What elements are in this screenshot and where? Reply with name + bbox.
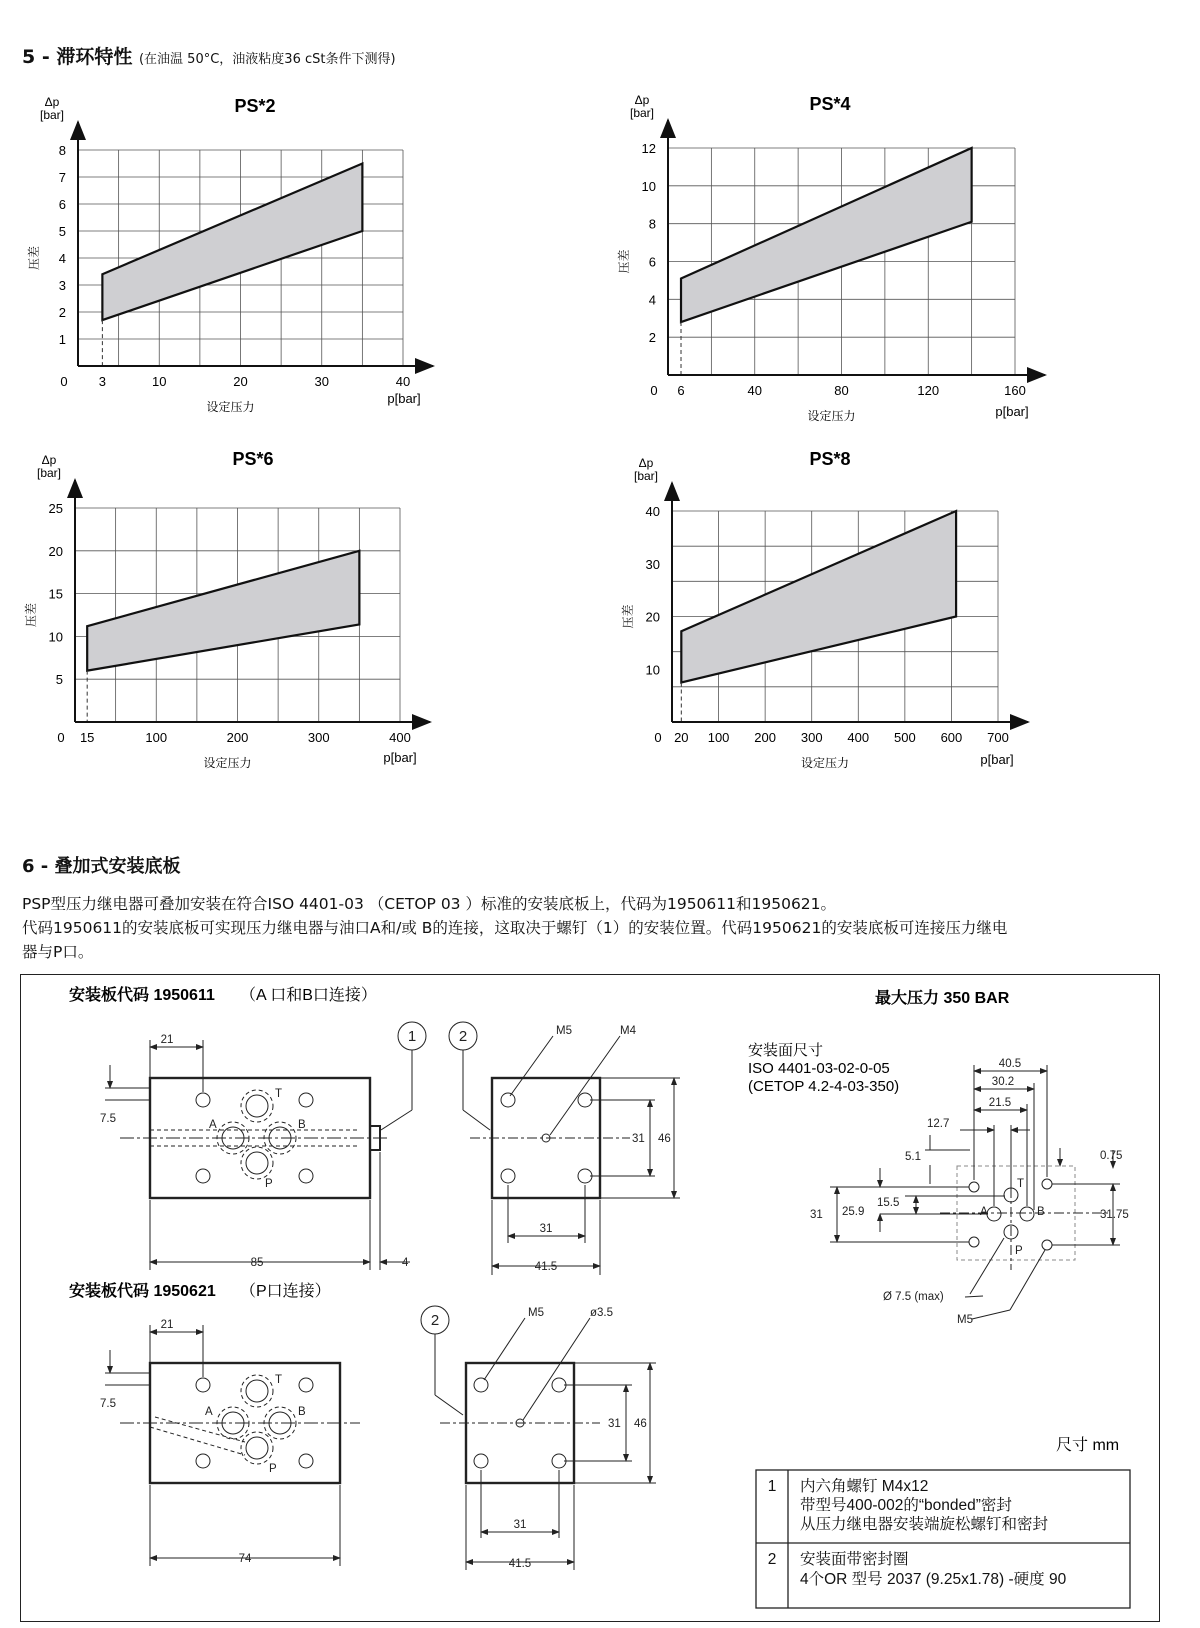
port-P-2: P <box>269 1463 277 1475</box>
plate2-desc: （P口连接） <box>240 1283 331 1300</box>
label-phi75: Ø 7.5 (max) <box>883 1291 944 1303</box>
x-tick-label: 3 <box>98 374 106 389</box>
y-axis-label: 压差 <box>617 249 631 274</box>
x-tick-label: 0 <box>650 383 658 398</box>
dim-12-7: 12.7 <box>927 1118 950 1130</box>
x-tick-label: 700 <box>987 730 1009 745</box>
dim-41-5-b: 41.5 <box>508 1558 532 1570</box>
y-tick-label: 4 <box>58 251 66 266</box>
x-tick-label: 400 <box>847 730 870 745</box>
x-tick-label: 120 <box>917 383 940 398</box>
y-tick-label: 10 <box>48 629 63 645</box>
iface-label-1: 安装面尺寸 <box>748 1042 824 1059</box>
x-tick-label: 0 <box>654 730 662 745</box>
dim-7-5-b: 7.5 <box>100 1398 116 1410</box>
x-axis-label: 设定压力 <box>203 756 252 770</box>
x-tick-label: 40 <box>747 383 762 398</box>
y-tick-label: 8 <box>58 143 66 158</box>
y-tick-label: 2 <box>648 330 656 346</box>
y-tick-label: 2 <box>58 305 66 320</box>
y-tick-label: 4 <box>648 292 656 308</box>
port-T-2: T <box>275 1374 283 1386</box>
legend-1-line1: 内六角螺钉 M4x12 <box>800 1478 929 1495</box>
x-axis-unit: p[bar] <box>383 750 417 765</box>
chart-2 <box>616 93 1045 423</box>
legend-1-line3: 从压力继电器安装端旋松螺钉和密封 <box>800 1516 1049 1533</box>
x-axis-unit: p[bar] <box>387 391 421 406</box>
section-6-para3: 器与P口。 <box>22 943 94 961</box>
x-tick-label: 600 <box>940 730 963 745</box>
y-tick-label: 6 <box>648 254 656 270</box>
section-6-para1: PSP型压力继电器可叠加安装在符合ISO 4401-03 （CETOP 03 ）标准的安装底板上，代码为1950611和1950621。 <box>22 895 837 913</box>
port-P-1: P <box>265 1178 273 1190</box>
x-tick-label: 15 <box>79 730 95 745</box>
y-tick-label: 20 <box>645 609 660 625</box>
legend-2-line2: 4个OR 型号 2037 (9.25x1.78) -硬度 90 <box>800 1571 1067 1588</box>
y-axis-symbol: Δp <box>634 93 650 107</box>
x-tick-label: 160 <box>1004 383 1026 398</box>
dim-46-a: 46 <box>658 1133 671 1145</box>
x-tick-label: 30 <box>314 374 329 389</box>
chart-1 <box>26 95 433 414</box>
iface-label-2: ISO 4401-03-02-0-05 <box>748 1060 890 1077</box>
legend-2-line1: 安装面带密封圈 <box>800 1551 909 1568</box>
x-tick-label: 6 <box>677 383 685 398</box>
y-tick-label: 10 <box>641 178 656 194</box>
dim-31-iface: 31 <box>810 1209 823 1221</box>
port-A-1: A <box>209 1119 217 1131</box>
section-6-para2: 代码1950611的安装底板可实现压力继电器与油口A和/或 B的连接，这取决于螺钉（1）的安装位置。代码1950621的安装底板可连接压力继电 <box>22 919 1008 937</box>
y-axis-unit: [bar] <box>36 466 62 480</box>
callout-2-a: 2 <box>458 1028 468 1045</box>
hysteresis-band <box>681 511 956 682</box>
dim-41-5-a: 41.5 <box>534 1261 558 1273</box>
section-6-title: 6 - 叠加式安装底板 <box>22 856 181 877</box>
label-m5-iface: M5 <box>957 1314 973 1326</box>
y-tick-label: 10 <box>645 662 660 678</box>
callout-1: 1 <box>407 1028 417 1045</box>
port-A-3: A <box>980 1206 988 1218</box>
y-tick-label: 7 <box>58 170 66 185</box>
plate1-code: 安装板代码 1950611 <box>69 987 215 1004</box>
dim-30-2: 30.2 <box>991 1076 1015 1088</box>
dim-21-b: 21 <box>160 1319 174 1331</box>
dim-31-v-a: 31 <box>632 1133 645 1145</box>
x-tick-label: 300 <box>307 730 330 745</box>
chart-title: PS*2 <box>234 96 276 116</box>
x-axis-unit: p[bar] <box>995 404 1029 419</box>
y-tick-label: 5 <box>55 672 63 688</box>
label-m5-b: M5 <box>528 1307 544 1319</box>
y-axis-symbol: Δp <box>638 456 654 470</box>
dim-31-a: 31 <box>539 1223 553 1235</box>
x-axis-label: 设定压力 <box>206 400 255 414</box>
x-tick-label: 200 <box>754 730 776 745</box>
port-B-3: B <box>1037 1206 1045 1218</box>
dim-85: 85 <box>250 1257 264 1269</box>
y-tick-label: 20 <box>48 543 63 559</box>
x-tick-label: 20 <box>233 374 248 389</box>
plate1-desc: （A 口和B口连接） <box>240 987 377 1004</box>
y-tick-label: 5 <box>58 224 66 239</box>
y-tick-label: 1 <box>58 332 66 347</box>
port-B-1: B <box>298 1119 306 1131</box>
y-tick-label: 40 <box>645 504 660 519</box>
legend-1-line2: 带型号400-002的“bonded”密封 <box>800 1497 1012 1514</box>
dim-31-v-b: 31 <box>608 1418 621 1430</box>
y-tick-label: 8 <box>648 216 656 232</box>
mounting-plate-drawing <box>0 970 1200 1628</box>
chart-title: PS*8 <box>809 449 851 469</box>
dim-31-75: 31.75 <box>1100 1209 1129 1221</box>
y-axis-unit: [bar] <box>633 469 659 483</box>
port-A-2: A <box>205 1406 213 1418</box>
dim-74: 74 <box>238 1553 252 1565</box>
y-tick-label: 25 <box>48 501 63 516</box>
dim-25-9: 25.9 <box>842 1206 865 1218</box>
port-T-1: T <box>275 1088 283 1100</box>
port-T-3: T <box>1017 1178 1025 1190</box>
callout-2-b: 2 <box>430 1312 440 1329</box>
port-P-3: P <box>1015 1245 1023 1257</box>
x-tick-label: 400 <box>389 730 411 745</box>
label-phi35: ø3.5 <box>590 1307 614 1319</box>
y-axis-label: 压差 <box>27 245 41 271</box>
y-tick-label: 12 <box>641 141 656 156</box>
x-tick-label: 300 <box>800 730 823 745</box>
hysteresis-charts <box>0 0 1200 800</box>
x-tick-label: 200 <box>226 730 249 745</box>
section-5-note: (在油温 50°C，油液粘度36 cSt条件下测得) <box>138 52 396 67</box>
plate2-code: 安装板代码 1950621 <box>69 1283 216 1300</box>
x-axis-unit: p[bar] <box>980 752 1014 767</box>
port-B-2: B <box>298 1406 306 1418</box>
y-axis-label: 压差 <box>621 604 635 629</box>
y-tick-label: 6 <box>58 197 66 212</box>
section-5-title: 5 - 滞环特性 (在油温 50°C，油液粘度36 cSt条件下测得) <box>22 46 396 68</box>
iface-label-3: (CETOP 4.2-4-03-350) <box>748 1078 900 1095</box>
legend-2-num: 2 <box>767 1551 777 1568</box>
y-tick-label: 30 <box>645 556 660 572</box>
max-pressure: 最大压力 350 BAR <box>875 990 1010 1007</box>
legend-1-num: 1 <box>767 1478 777 1495</box>
dim-40-5: 40.5 <box>998 1058 1022 1070</box>
y-tick-label: 15 <box>48 586 63 602</box>
x-tick-label: 20 <box>674 730 689 745</box>
x-axis-label: 设定压力 <box>800 756 850 770</box>
x-tick-label: 40 <box>395 374 411 389</box>
dim-7-5-a: 7.5 <box>100 1113 116 1125</box>
hysteresis-band <box>102 164 362 321</box>
dim-15-5: 15.5 <box>877 1197 900 1209</box>
chart-3 <box>23 449 430 770</box>
label-m5-a: M5 <box>556 1025 572 1037</box>
y-tick-label: 3 <box>58 278 66 293</box>
x-tick-label: 0 <box>57 730 65 745</box>
dim-21-a: 21 <box>160 1034 174 1046</box>
label-m4: M4 <box>620 1025 636 1037</box>
chart-4 <box>620 449 1028 770</box>
y-axis-symbol: Δp <box>44 95 60 109</box>
dim-5-1: 5.1 <box>905 1151 921 1163</box>
dim-46-b: 46 <box>634 1418 647 1430</box>
y-axis-label: 压差 <box>24 602 38 628</box>
x-tick-label: 80 <box>834 383 849 398</box>
unit-label: 尺寸 mm <box>1056 1437 1120 1454</box>
x-tick-label: 0 <box>60 374 68 389</box>
x-axis-label: 设定压力 <box>807 409 856 423</box>
dim-0-75: 0.75 <box>1100 1150 1123 1162</box>
x-tick-label: 100 <box>145 730 168 745</box>
x-tick-label: 10 <box>152 374 167 389</box>
dim-4: 4 <box>402 1257 409 1269</box>
y-axis-unit: [bar] <box>629 106 655 120</box>
x-tick-label: 500 <box>894 730 916 745</box>
y-axis-symbol: Δp <box>41 453 57 467</box>
chart-title: PS*4 <box>809 94 851 114</box>
dim-31-b: 31 <box>513 1519 527 1531</box>
chart-title: PS*6 <box>232 449 274 469</box>
y-axis-unit: [bar] <box>39 108 65 122</box>
x-tick-label: 100 <box>707 730 730 745</box>
dim-21-5: 21.5 <box>988 1097 1012 1109</box>
